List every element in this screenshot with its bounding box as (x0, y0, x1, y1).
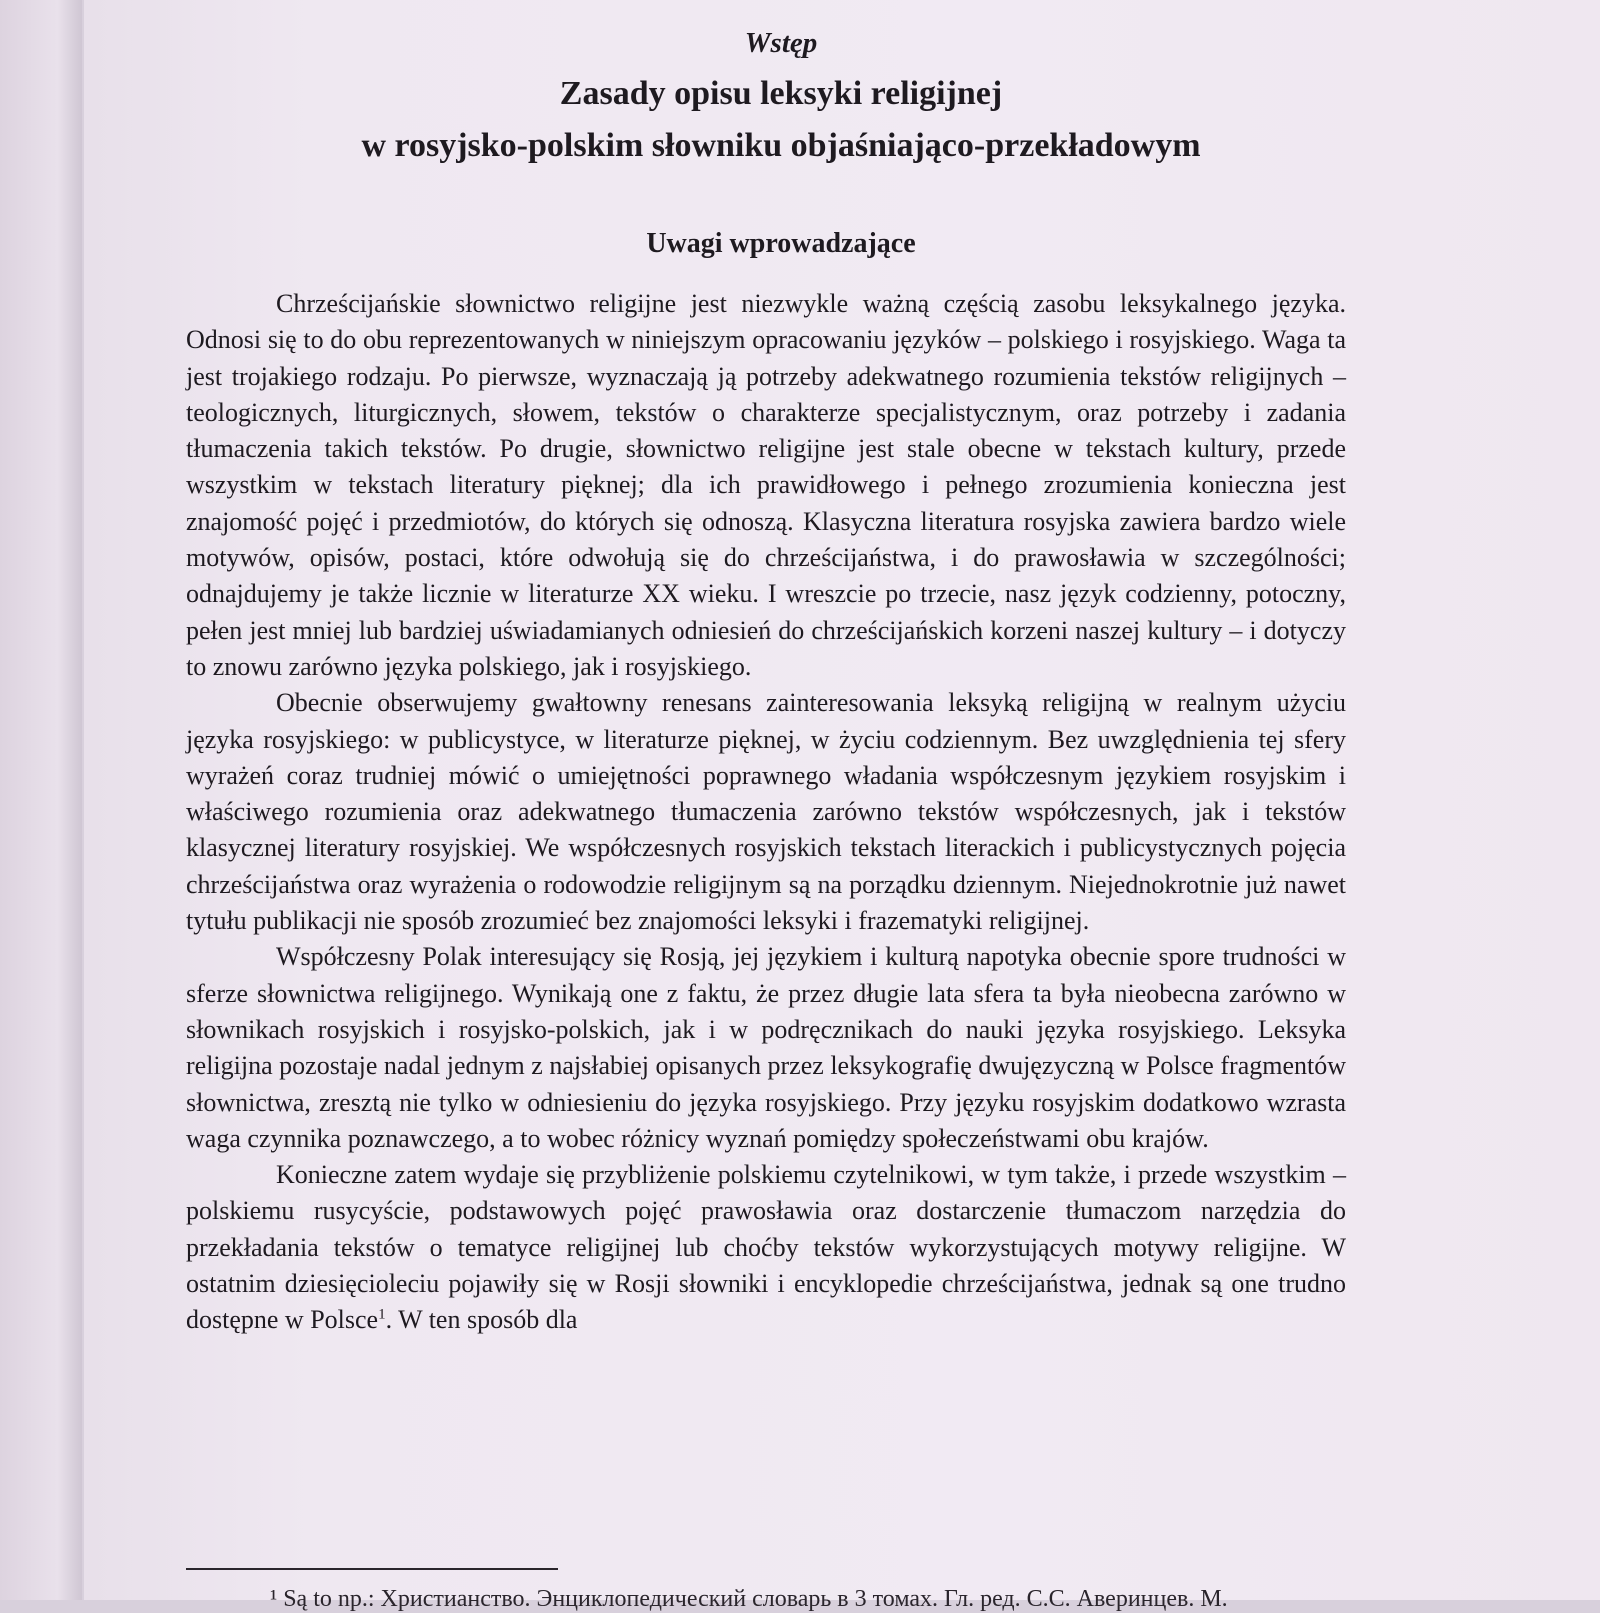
adjacent-page-edge (0, 0, 82, 1600)
footnote-divider (186, 1568, 558, 1570)
page-content (186, 20, 1346, 1339)
section-heading: Uwagi wprowadzające (646, 228, 916, 259)
chapter-title (216, 68, 1346, 172)
paragraph-3: Współczesny Polak interesujący się Rosją, jej językiem i kulturą napotyka obecnie spore trudności w sferze słownictwa religijnego. Wynikają one z faktu, że przez długie lata sfera ta była nieobecna zarówno w słownikach rosyjskich i rosyjsko-polskich, jak i w podręcznikach do nauki języka rosyjskiego. Leksyka religijna pozostaje nadal jednym z najsłabiej opisanych przez leksykografię dwujęzyczną w Polsce fragmentów słownictwa, zresztą nie tylko w odniesieniu do języka rosyjskiego. Przy języku rosyjskim dodatkowo wzrasta waga czynnika poznawczego, a to wobec różnicy wyznań pomiędzy społeczeństwami obu krajów. (186, 942, 1346, 1153)
chapter-kicker: Wstęp (744, 27, 818, 59)
paragraph-4 (186, 1157, 1346, 1338)
paragraph-2: Obecnie obserwujemy gwałtowny renesans zainteresowania leksyką religijną w realnym użyciu języka rosyjskiego: w publicystyce, w literaturze pięknej, w życiu codziennym. Bez uwzględnienia tej sfery wyrażeń coraz trudniej mówić o umiejętności poprawnego władania współczesnym językiem rosyjskim i właściwego rozumienia oraz adekwatnego tłumaczenia zarówno tekstów współczesnych, jak i tekstów klasycznej literatury rosyjskiej. We współczesnych rosyjskich tekstach literackich i publicystycznych pojęcia chrześcijaństwa oraz wyrażenia o rodowodzie religijnym są na porządku dziennym. Niejednokrotnie już nawet tytułu publikacji nie sposób zrozumieć bez znajomości leksyki i frazematyki religijnej. (186, 688, 1346, 936)
paragraph-4-tail: . W ten sposób dla (385, 1305, 578, 1335)
footnote-text: ¹ Są to np.: Христианство. Энциклопедический словарь в 3 томах. Гл. ред. С.С. Аверинцев. М. (270, 1586, 1228, 1612)
footnote-mark: 1 (378, 1306, 386, 1323)
body-text (186, 286, 1346, 1339)
chapter-title-line-1: Zasady opisu leksyki religijnej (559, 75, 1003, 112)
paragraph-1: Chrześcijańskie słownictwo religijne jest niezwykle ważną częścią zasobu leksykalnego języka. Odnosi się to do obu reprezentowanych w niniejszym opracowaniu języków – polskiego i rosyjskiego. Waga ta jest trojakiego rodzaju. Po pierwsze, wyznaczają ją potrzeby adekwatnego rozumienia tekstów religijnych – teologicznych, liturgicznych, słowem, tekstów o charakterze specjalistycznym, oraz potrzeby i zadania tłumaczenia takich tekstów. Po drugie, słownictwo religijne jest stale obecne w tekstach kultury, przede wszystkim w tekstach literatury pięknej; dla ich prawidłowego i pełnego zrozumienia konieczna jest znajomość pojęć i przedmiotów, do których się odnoszą. Klasyczna literatura rosyjska zawiera bardzo wiele motywów, opisów, postaci, które odwołują się do chrześcijaństwa, i do prawosławia w szczególności; odnajdujemy je także licznie w literaturze XX wieku. I wreszcie po trzecie, nasz język codzienny, potoczny, pełen jest mniej lub bardziej uświadamianych odniesień do chrześcijańskich korzeni naszej kultury – i dotyczy to znowu zarówno języka polskiego, jak i rosyjskiego. (186, 289, 1346, 681)
paragraph-4-text: Konieczne zatem wydaje się przybliżenie polskiemu czytelnikowi, w tym także, i przede wszystkim – polskiemu rusycyście, podstawowych pojęć prawosławia oraz dostarczenie tłumaczom narzędzia do przekładania tekstów o tematyce religijnej lub choćby tekstów wykorzystujących motywy religijne. W ostatnim dziesięcioleciu pojawiły się w Rosji słowniki i encyklopedie chrześcijaństwa, jednak są one trudno dostępne w Polsce (186, 1160, 1346, 1335)
book-page (84, 0, 1600, 1612)
chapter-title-line-2: w rosyjsko-polskim słowniku objaśniająco-przekładowym (361, 127, 1201, 164)
